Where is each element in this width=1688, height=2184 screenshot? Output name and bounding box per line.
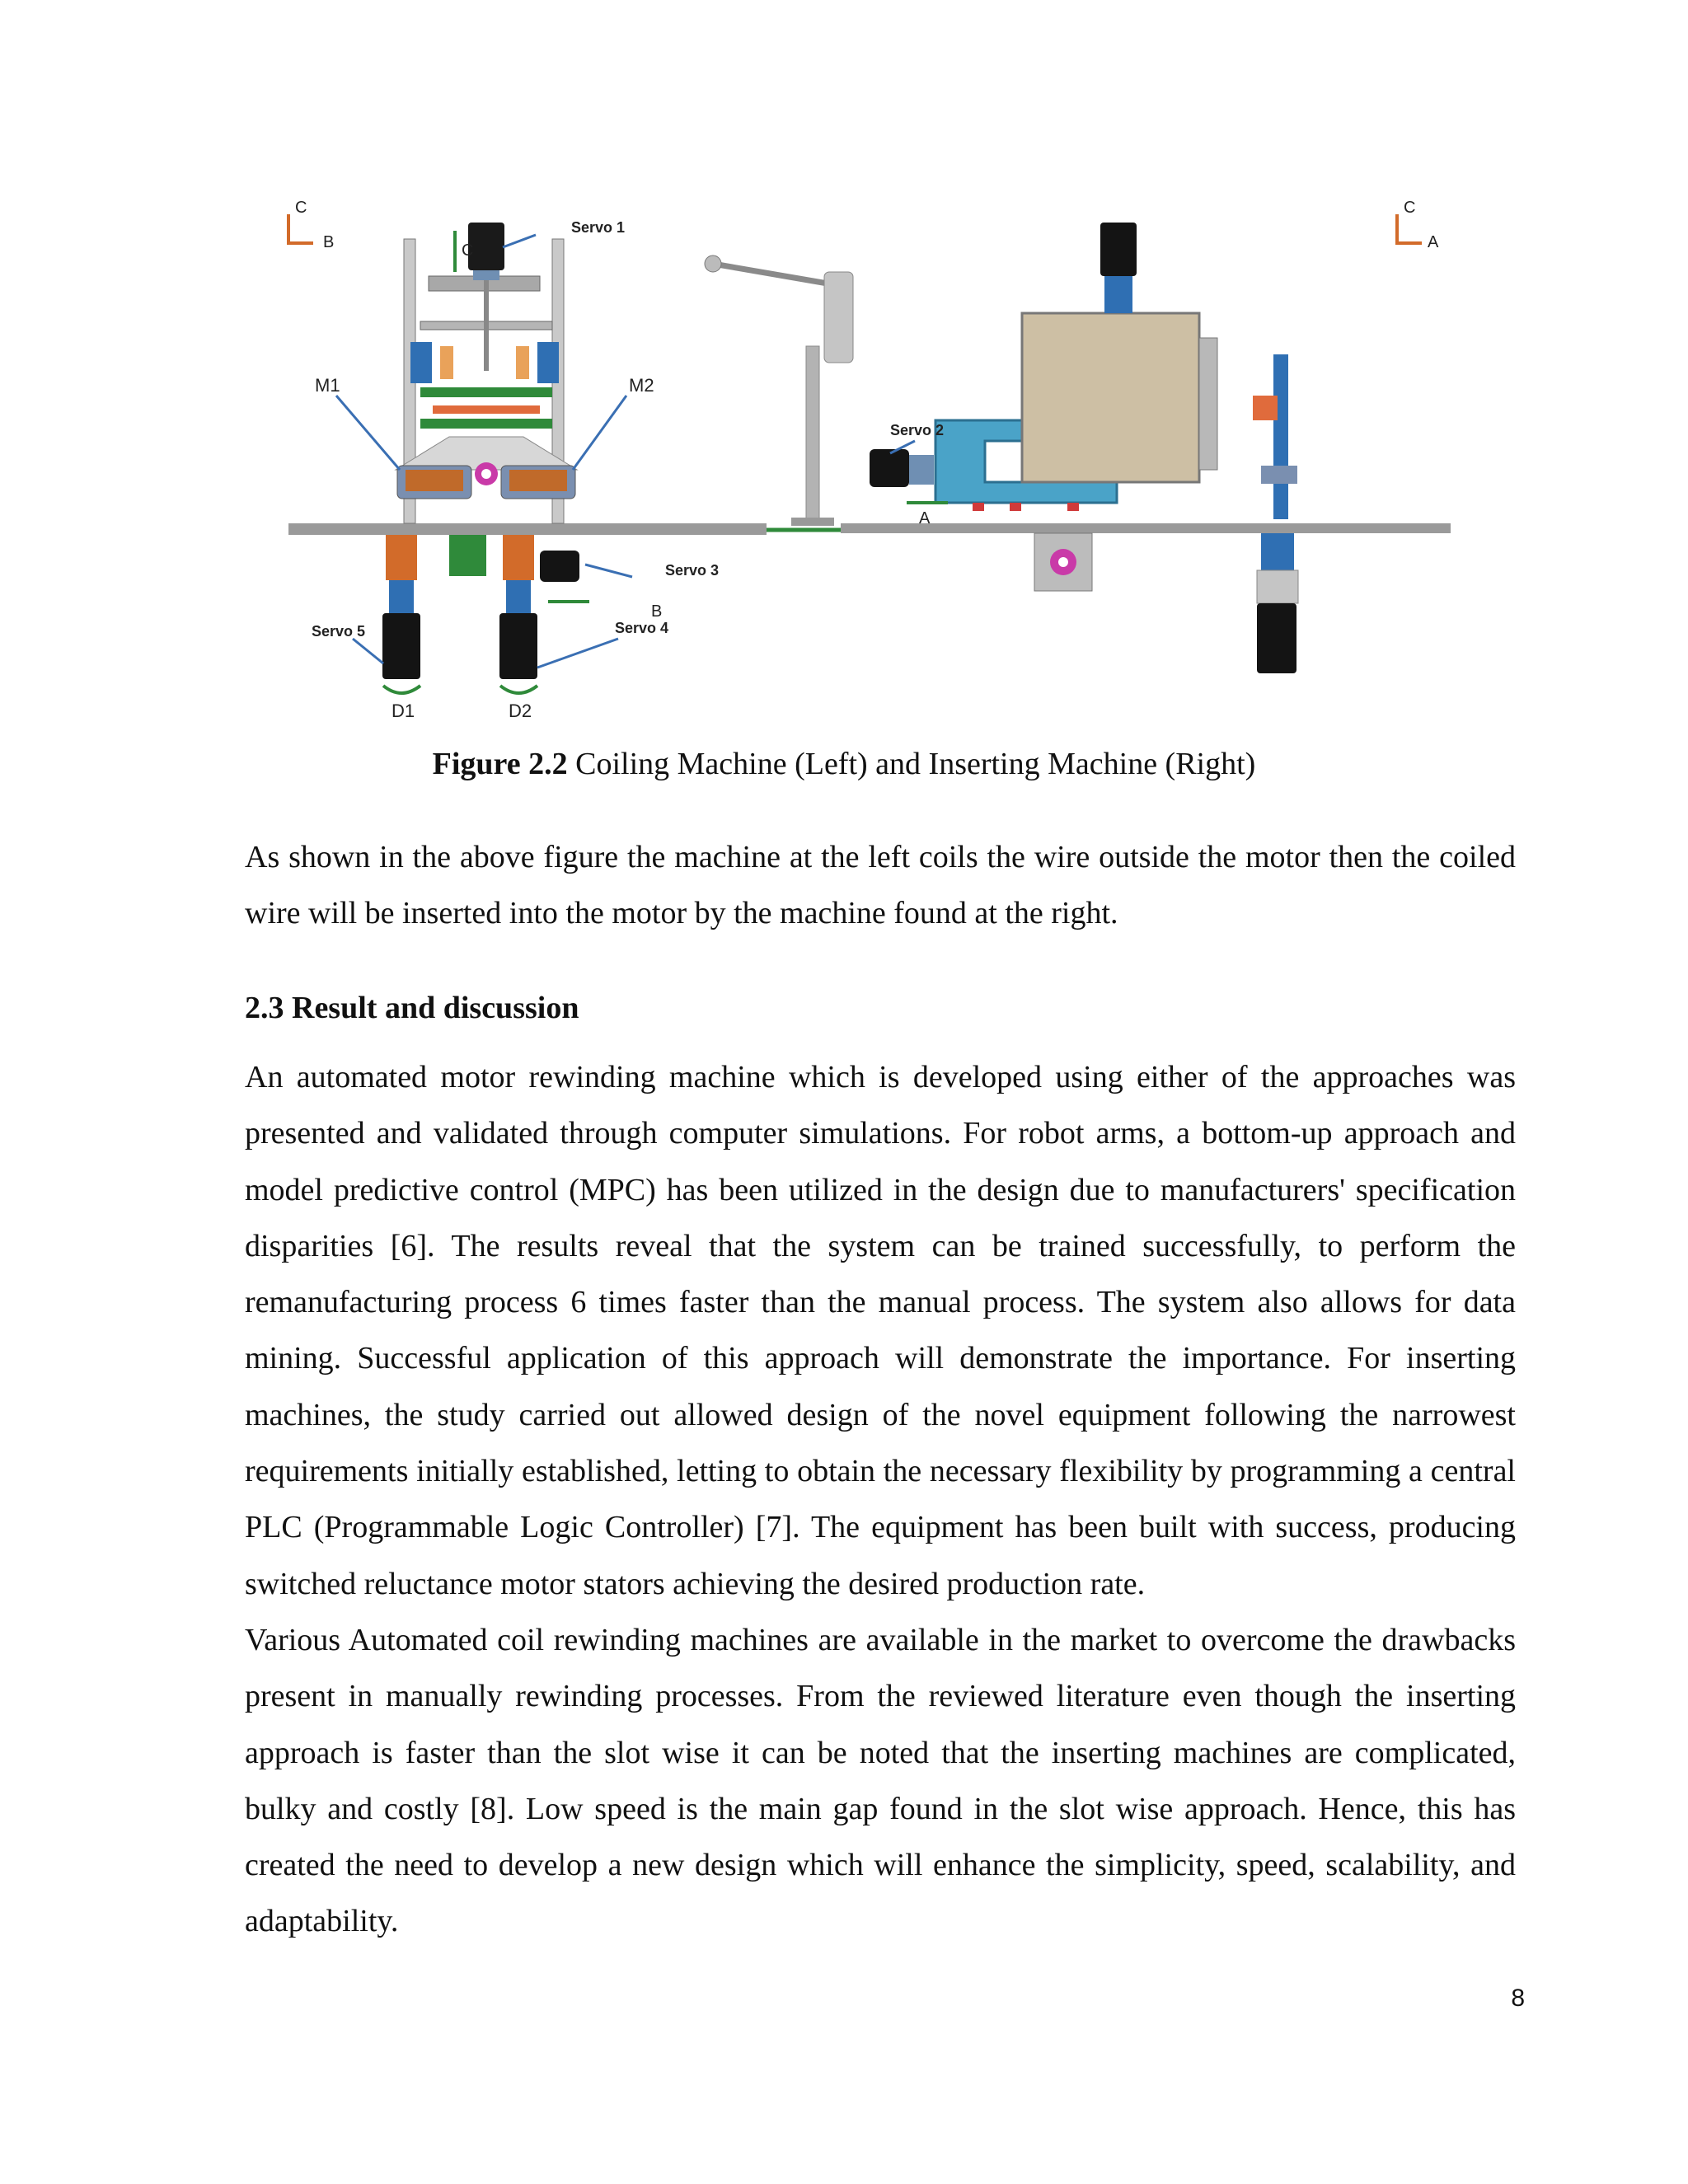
figure-caption-label: Figure 2.2 xyxy=(432,747,568,781)
m1-label: M1 xyxy=(315,375,340,396)
axis-b-left: B xyxy=(323,233,335,251)
axis-c-left-top: C xyxy=(295,199,307,217)
servo2-motor xyxy=(870,449,909,487)
axis-a-marker: A xyxy=(919,509,931,527)
axis-c-right-top: C xyxy=(1404,199,1416,217)
servo3-label: Servo 3 xyxy=(665,562,720,579)
paragraph-intro: As shown in the above figure the machine at the left coils the wire outside the motor then the coiled wire will be inserted into the motor by the machine found at the right. xyxy=(245,840,1516,931)
servo3-motor xyxy=(540,551,579,582)
servo5-label: Servo 5 xyxy=(312,623,366,640)
section-heading: 2.3 Result and discussion xyxy=(245,991,579,1025)
inserting-base-plate xyxy=(841,523,1451,533)
axis-b-marker: B xyxy=(651,602,663,621)
servo2-label: Servo 2 xyxy=(890,422,945,438)
page-number: 8 xyxy=(1511,1985,1525,2012)
axis-c-column: C xyxy=(462,241,474,260)
axis-a-right: A xyxy=(1428,233,1439,251)
coiling-base-plate xyxy=(288,523,767,535)
servo1-label: Servo 1 xyxy=(571,219,626,236)
d2-label: D2 xyxy=(509,701,532,721)
figure-caption xyxy=(0,743,1688,785)
machine-figure xyxy=(264,190,1484,733)
m2-label: M2 xyxy=(629,375,654,396)
servo4-motor xyxy=(499,613,537,679)
paragraph-gap: Various Automated coil rewinding machines are available in the market to overcome the drawbacks present in manually rewinding processes. From the reviewed literature even though the inserting approach is faster than the slot wise it can be noted that the inserting machines are complicated, bulky and costly [8]. Low speed is the main gap found in the slot wise approach. Hence, this has created the need to develop a new design which will enhance the simplicity, speed, scalability, and adaptability. xyxy=(245,1623,1516,1939)
figure-caption-text: Coiling Machine (Left) and Inserting Machine (Right) xyxy=(567,747,1256,781)
d1-label: D1 xyxy=(392,701,415,721)
paragraph-results: An automated motor rewinding machine which is developed using either of the approaches was presented and validated through computer simulations. For robot arms, a bottom-up approach and model predictive control (MPC) has been utilized in the design due to manufacturers' specification disparities [6]. The results reveal that the system can be trained successfully, to perform the remanufacturing process 6 times faster than the manual process. The system also allows for data mining. Successful application of this approach will demonstrate the importance. For inserting machines, the study carried out allowed design of the novel equipment following the narrowest requirements initially established, letting to obtain the necessary flexibility by programming a central PLC (Programmable Logic Controller) [7]. The equipment has been built with success, producing switched reluctance motor stators achieving the desired production rate. xyxy=(245,1060,1516,1601)
servo5-motor xyxy=(382,613,420,679)
servo1-motor xyxy=(468,223,504,270)
servo4-label: Servo 4 xyxy=(615,620,669,636)
